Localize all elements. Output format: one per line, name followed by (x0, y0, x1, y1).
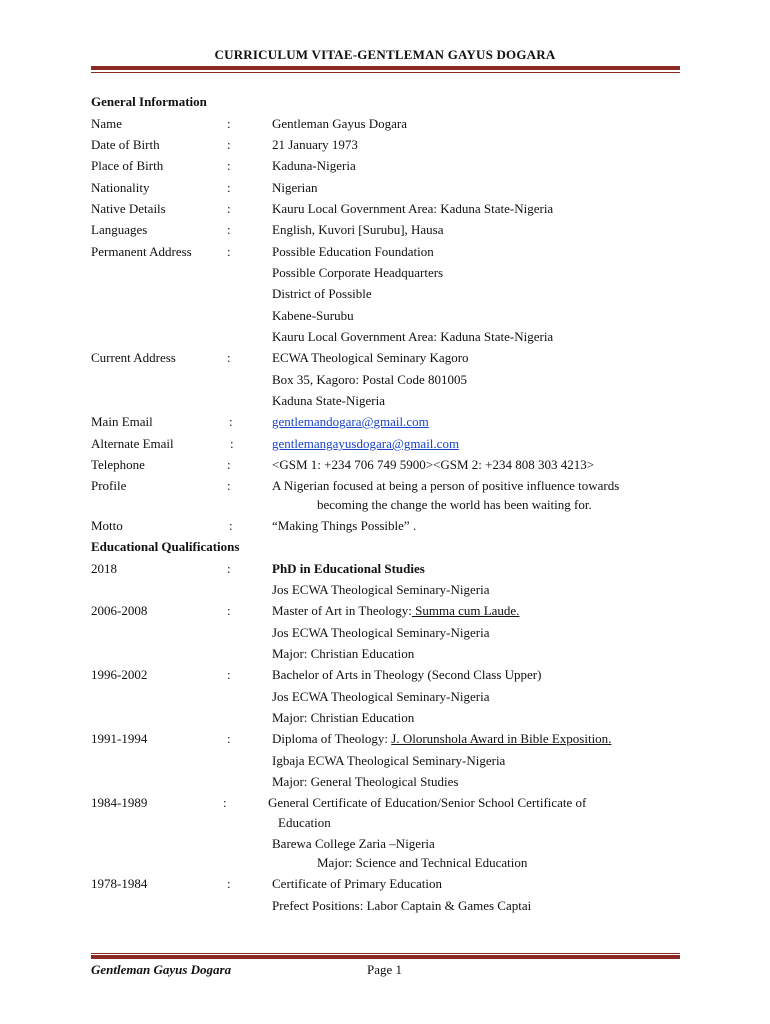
value-telephone: <GSM 1: +234 706 749 5900><GSM 2: +234 808 303 4213> (272, 457, 595, 472)
label-current-address: Current Address (91, 350, 176, 365)
edu-degree-cont: Education (278, 815, 331, 830)
edu-major: Major: General Theological Studies (272, 774, 459, 789)
colon: : (227, 603, 231, 618)
edu-degree: Bachelor of Arts in Theology (Second Class Upper) (272, 667, 542, 682)
edu-year: 1991-1994 (91, 731, 148, 746)
value-dob: 21 January 1973 (272, 137, 358, 152)
permanent-address-line: District of Possible (272, 286, 372, 301)
edu-major: Major: Christian Education (272, 646, 415, 661)
edu-degree (272, 603, 519, 619)
label-languages: Languages (91, 222, 148, 237)
page-title: CURRICULUM VITAE-GENTLEMAN GAYUS DOGARA (214, 47, 556, 62)
current-address-line: ECWA Theological Seminary Kagoro (272, 350, 469, 365)
current-address-line: Box 35, Kagoro: Postal Code 801005 (272, 372, 467, 387)
footer-rule-thin (91, 953, 680, 954)
footer-author: Gentleman Gayus Dogara (91, 962, 232, 977)
edu-major: Major: Science and Technical Education (317, 855, 528, 870)
edu-award: J. Olorunshola Award in Bible Exposition. (391, 731, 612, 746)
edu-year: 1978-1984 (91, 876, 148, 891)
colon: : (229, 414, 233, 429)
value-nationality: Nigerian (272, 180, 318, 195)
colon: : (227, 201, 231, 216)
alternate-email-link[interactable]: gentlemangayusdogara@gmail.com (272, 436, 460, 451)
colon: : (227, 457, 231, 472)
colon: : (229, 518, 233, 533)
value-profile: A Nigerian focused at being a person of positive influence towards (272, 478, 620, 493)
label-profile: Profile (91, 478, 127, 493)
colon: : (227, 731, 231, 746)
label-main-email: Main Email (91, 414, 153, 429)
label-alternate-email: Alternate Email (91, 436, 174, 451)
edu-year: 2018 (91, 561, 117, 576)
edu-major: Major: Christian Education (272, 710, 415, 725)
edu-award: Summa cum Laude. (411, 603, 520, 618)
footer-rule-thick (91, 955, 680, 959)
edu-institution: Jos ECWA Theological Seminary-Nigeria (272, 625, 490, 640)
colon: : (227, 222, 231, 237)
colon: : (227, 350, 231, 365)
edu-institution: Jos ECWA Theological Seminary-Nigeria (272, 582, 490, 597)
label-name: Name (91, 116, 123, 131)
current-address-line: Kaduna State-Nigeria (272, 393, 385, 408)
label-native: Native Details (91, 201, 166, 216)
colon: : (223, 795, 227, 810)
permanent-address-line: Kauru Local Government Area: Kaduna State-Nigeria (272, 329, 554, 344)
label-dob: Date of Birth (91, 137, 160, 152)
value-native: Kauru Local Government Area: Kaduna State-Nigeria (272, 201, 554, 216)
header-rule-thick (91, 66, 680, 70)
permanent-address-line: Kabene-Surubu (272, 308, 354, 323)
edu-degree-title: Master of Art in Theology: (272, 603, 412, 618)
permanent-address-line: Possible Education Foundation (272, 244, 434, 259)
colon: : (227, 561, 231, 576)
label-telephone: Telephone (91, 457, 145, 472)
colon: : (227, 180, 231, 195)
colon: : (227, 116, 231, 131)
edu-degree: General Certificate of Education/Senior School Certificate of (268, 795, 587, 810)
colon: : (227, 137, 231, 152)
edu-degree (272, 731, 611, 747)
label-motto: Motto (91, 518, 123, 533)
edu-degree: Certificate of Primary Education (272, 876, 443, 891)
value-languages: English, Kuvori [Surubu], Hausa (272, 222, 444, 237)
colon: : (227, 667, 231, 682)
value-pob: Kaduna-Nigeria (272, 158, 356, 173)
label-pob: Place of Birth (91, 158, 164, 173)
label-nationality: Nationality (91, 180, 150, 195)
colon: : (227, 876, 231, 891)
edu-institution: Igbaja ECWA Theological Seminary-Nigeria (272, 753, 506, 768)
header-rule-thin (91, 72, 680, 73)
edu-year: 1996-2002 (91, 667, 148, 682)
permanent-address-line: Possible Corporate Headquarters (272, 265, 444, 280)
colon: : (227, 244, 231, 259)
value-profile-cont: becoming the change the world has been waiting for. (317, 497, 592, 512)
value-name: Gentleman Gayus Dogara (272, 116, 408, 131)
edu-year: 1984-1989 (91, 795, 148, 810)
main-email-link[interactable]: gentlemandogara@gmail.com (272, 414, 429, 429)
footer-page-number: Page 1 (367, 962, 403, 977)
value-motto: “Making Things Possible” . (272, 518, 417, 533)
edu-degree-title: Diploma of Theology: (272, 731, 392, 746)
edu-institution: Jos ECWA Theological Seminary-Nigeria (272, 689, 490, 704)
edu-extra: Prefect Positions: Labor Captain & Games Captai (272, 898, 532, 913)
colon: : (230, 436, 234, 451)
colon: : (227, 158, 231, 173)
section-heading-education: Educational Qualifications (91, 539, 240, 554)
label-permanent-address: Permanent Address (91, 244, 192, 259)
edu-institution: Barewa College Zaria –Nigeria (272, 836, 435, 851)
colon: : (227, 478, 231, 493)
edu-degree: PhD in Educational Studies (272, 561, 425, 576)
section-heading-general: General Information (91, 94, 207, 109)
edu-year: 2006-2008 (91, 603, 148, 618)
